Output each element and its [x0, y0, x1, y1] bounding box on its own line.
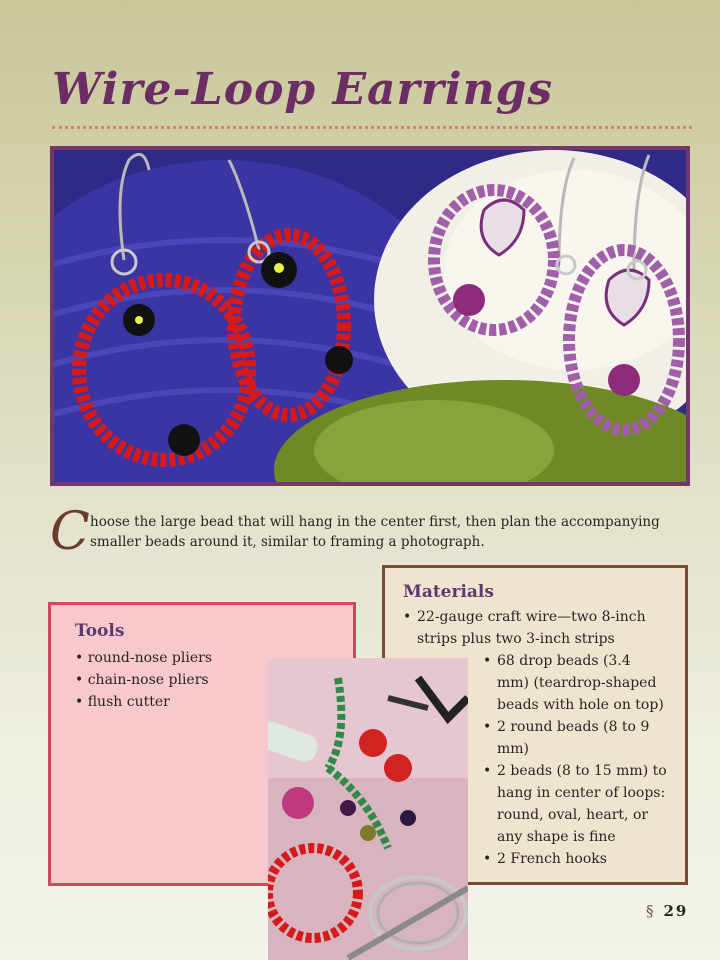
supplies-photo: [268, 658, 468, 960]
list-item: • round-nose pliers: [75, 647, 329, 669]
materials-title: Materials: [403, 582, 494, 602]
section-symbol: §: [646, 902, 656, 920]
page-number: [646, 902, 688, 920]
earrings-photo: [50, 146, 690, 486]
page-title: Wire-Loop Earrings: [52, 64, 554, 115]
list-item: • 22-gauge craft wire—two 8-inch strips plus two 3-inch strips: [403, 606, 667, 650]
title-divider: [52, 126, 692, 129]
list-item: • flush cutter: [75, 691, 329, 713]
tools-title: Tools: [75, 621, 125, 641]
intro-paragraph: [50, 502, 690, 562]
list-item: • chain-nose pliers: [75, 669, 329, 691]
drop-cap: C: [50, 502, 90, 562]
list-item: • 2 French hooks: [483, 848, 667, 870]
list-item: • 2 beads (8 to 15 mm) to hang in center of loops: round, oval, heart, or any shape is fine: [483, 760, 667, 848]
list-item: • 68 drop beads (3.4 mm) (teardrop-shaped beads with hole on top): [483, 650, 667, 716]
list-item: • 2 round beads (8 to 9 mm): [483, 716, 667, 760]
page-number-value: 29: [663, 902, 689, 920]
intro-text: hoose the large bead that will hang in the center first, then plan the accompanying smaller beads around it, similar to framing a photograph.: [90, 514, 660, 550]
